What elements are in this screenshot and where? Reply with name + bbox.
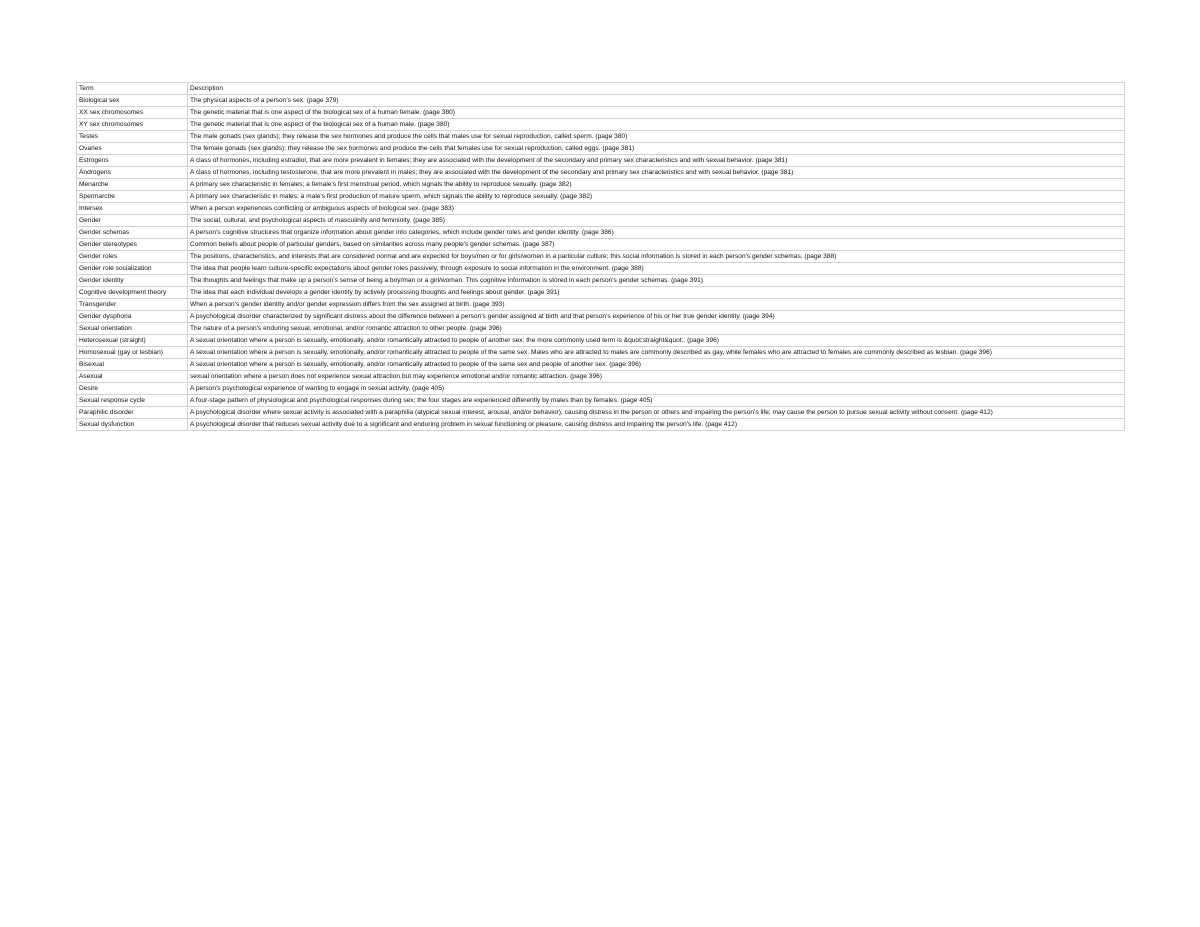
term-cell: Transgender [77, 299, 188, 311]
table-row [77, 311, 1125, 323]
description-cell: The female gonads (sex glands); they release the sex hormones and produce the cells that females use for sexual reproduction, called eggs. (page 381) [188, 143, 1125, 155]
description-cell: The social, cultural, and psychological aspects of masculinity and femininity. (page 385) [188, 215, 1125, 227]
table-row [77, 275, 1125, 287]
table-row [77, 359, 1125, 371]
table-row [77, 395, 1125, 407]
term-cell: Sexual orientation [77, 323, 188, 335]
description-cell: A psychological disorder where sexual activity is associated with a paraphilia (atypical sexual interest, arousal, and/or behavior), causing distress in the person or others and impairing the person's life; may cause the person to pursue sexual activity without consent. (page 412) [188, 407, 1125, 419]
description-cell: The nature of a person's enduring sexual, emotional, and/or romantic attraction to other people. (page 396) [188, 323, 1125, 335]
description-cell: A sexual orientation where a person is sexually, emotionally, and/or romantically attracted to people of the same sex. Males who are attracted to males are commonly described as gay, while females who are attracted to females are commonly described as lesbian. (page 396) [188, 347, 1125, 359]
term-cell: Menarche [77, 179, 188, 191]
term-cell: Estrogens [77, 155, 188, 167]
term-cell: Paraphilic disorder [77, 407, 188, 419]
table-row [77, 143, 1125, 155]
term-cell: Sexual dysfunction [77, 419, 188, 431]
description-cell: A person's psychological experience of wanting to engage in sexual activity. (page 405) [188, 383, 1125, 395]
table-row [77, 323, 1125, 335]
table-row [77, 419, 1125, 431]
term-cell: Gender role socialization [77, 263, 188, 275]
table-row [77, 407, 1125, 419]
term-cell: Desire [77, 383, 188, 395]
description-cell: A psychological disorder that reduces sexual activity due to a significant and enduring problem in sexual functioning or pleasure, causing distress and impairing the person's life. (page 412) [188, 419, 1125, 431]
table-row [77, 371, 1125, 383]
table-row [77, 203, 1125, 215]
description-cell: Common beliefs about people of particular genders, based on similarities across many people's gender schemas. (page 387) [188, 239, 1125, 251]
table-row [77, 299, 1125, 311]
table-row [77, 263, 1125, 275]
term-cell: Heterosexual (straight) [77, 335, 188, 347]
term-cell: Gender stereotypes [77, 239, 188, 251]
glossary-table [76, 82, 1125, 431]
description-cell: When a person's gender identity and/or gender expression differs from the sex assigned at birth. (page 393) [188, 299, 1125, 311]
description-cell: The idea that people learn culture-specific expectations about gender roles passively, through exposure to social information in the environment. (page 388) [188, 263, 1125, 275]
description-cell: A primary sex characteristic in males; a male's first production of mature sperm, which signals the ability to reproduce sexually. (page 382) [188, 191, 1125, 203]
table-row [77, 131, 1125, 143]
description-cell: A primary sex characteristic in females; a female's first menstrual period, which signals the ability to reproduce sexually. (page 382) [188, 179, 1125, 191]
description-cell: A sexual orientation where a person is sexually, emotionally, and/or romantically attracted to people of another sex; the more commonly used term is &quot;straight&quot;. (page 396) [188, 335, 1125, 347]
table-row [77, 191, 1125, 203]
table-row [77, 215, 1125, 227]
table-row [77, 95, 1125, 107]
table-row [77, 239, 1125, 251]
glossary-sheet [76, 82, 1124, 431]
header-row [77, 83, 1125, 95]
term-cell: Ovaries [77, 143, 188, 155]
description-cell: A sexual orientation where a person is sexually, emotionally, and/or romantically attracted to people of the same sex and people of another sex. (page 396) [188, 359, 1125, 371]
term-cell: Cognitive development theory [77, 287, 188, 299]
table-row [77, 335, 1125, 347]
term-cell: Androgens [77, 167, 188, 179]
description-cell: A psychological disorder characterized by significant distress about the difference between a person's gender assigned at birth and that person's experience of his or her true gender identity. (page 394) [188, 311, 1125, 323]
description-cell: sexual orientation where a person does not experience sexual attraction but may experience emotional and/or romantic attraction. (page 396) [188, 371, 1125, 383]
term-column-header: Term [77, 83, 188, 95]
table-row [77, 155, 1125, 167]
term-cell: Intersex [77, 203, 188, 215]
description-column-header: Description [188, 83, 1125, 95]
description-cell: The genetic material that is one aspect of the biological sex of a human male. (page 380) [188, 119, 1125, 131]
term-cell: Homosexual (gay or lesbian) [77, 347, 188, 359]
description-cell: When a person experiences conflicting or ambiguous aspects of biological sex. (page 383) [188, 203, 1125, 215]
glossary-rows [77, 95, 1125, 431]
description-cell: A class of hormones, including testosterone, that are more prevalent in males; they are associated with the development of the secondary and primary sex characteristics and with sexual behavior. (page 381) [188, 167, 1125, 179]
term-cell: Gender identity [77, 275, 188, 287]
description-cell: The positions, characteristics, and interests that are considered normal and are expected for boys/men or for girls/women in a particular culture; this social information is stored in each person's gender schemas. (page 388) [188, 251, 1125, 263]
table-row [77, 251, 1125, 263]
table-row [77, 287, 1125, 299]
description-cell: The idea that each individual develops a gender identity by actively processing thoughts and feelings about gender. (page 391) [188, 287, 1125, 299]
description-cell: A class of hormones, including estradiol, that are more prevalent in females; they are associated with the development of the secondary and primary sex characteristics and with sexual behavior. (page 381) [188, 155, 1125, 167]
description-cell: A person's cognitive structures that organize information about gender into categories, which include gender roles and gender identity. (page 386) [188, 227, 1125, 239]
description-cell: The male gonads (sex glands); they release the sex hormones and produce the cells that males use for sexual reproduction, called sperm. (page 380) [188, 131, 1125, 143]
term-cell: Gender dysphoria [77, 311, 188, 323]
term-cell: Gender roles [77, 251, 188, 263]
term-cell: XY sex chromosomes [77, 119, 188, 131]
term-cell: Asexual [77, 371, 188, 383]
table-row [77, 107, 1125, 119]
table-row [77, 347, 1125, 359]
table-row [77, 179, 1125, 191]
term-cell: Sexual response cycle [77, 395, 188, 407]
table-row [77, 167, 1125, 179]
term-cell: Bisexual [77, 359, 188, 371]
term-cell: XX sex chromosomes [77, 107, 188, 119]
term-cell: Spermarche [77, 191, 188, 203]
term-cell: Biological sex [77, 95, 188, 107]
description-cell: The physical aspects of a person's sex. (page 379) [188, 95, 1125, 107]
description-cell: The thoughts and feelings that make up a person's sense of being a boy/man or a girl/woman. This cognitive information is stored in each person's gender schemas. (page 391) [188, 275, 1125, 287]
table-row [77, 227, 1125, 239]
term-cell: Gender schemas [77, 227, 188, 239]
term-cell: Gender [77, 215, 188, 227]
description-cell: A four-stage pattern of physiological and psychological responses during sex; the four stages are experienced differently by males than by females. (page 405) [188, 395, 1125, 407]
table-row [77, 383, 1125, 395]
term-cell: Testes [77, 131, 188, 143]
description-cell: The genetic material that is one aspect of the biological sex of a human female. (page 380) [188, 107, 1125, 119]
table-row [77, 119, 1125, 131]
